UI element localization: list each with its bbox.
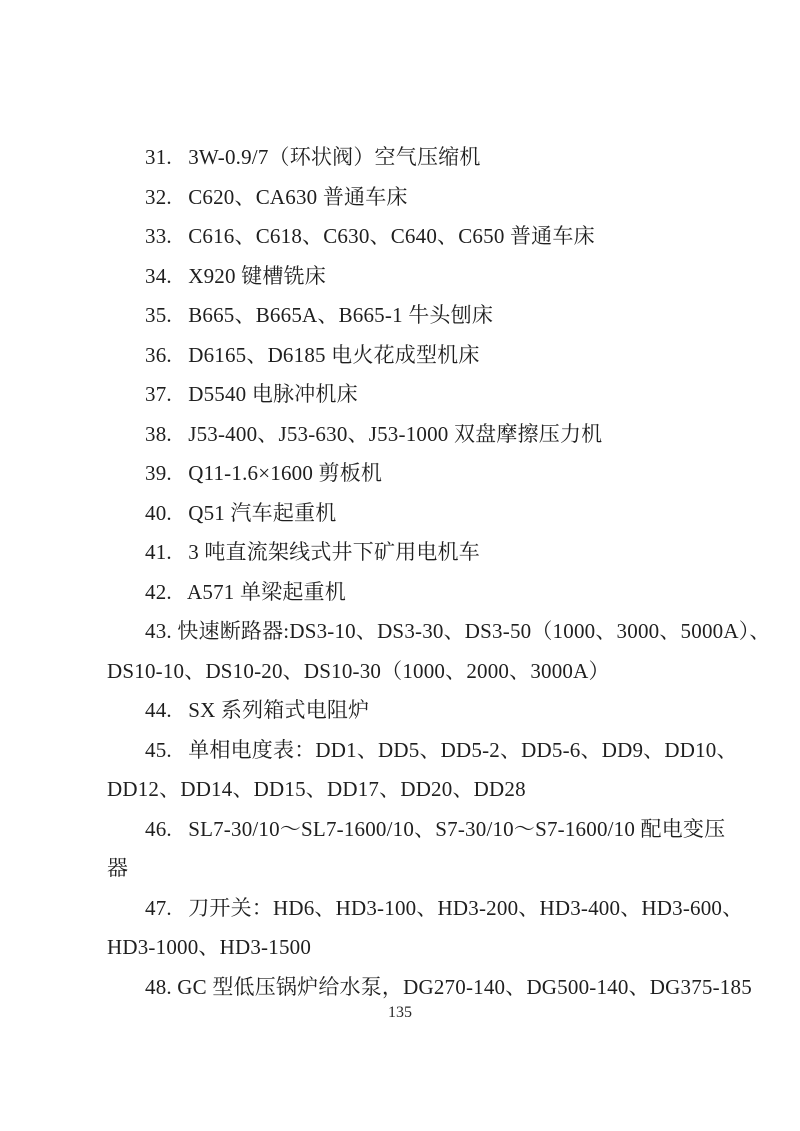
list-line: 36. D6165、D6185 电火花成型机床 [145,342,480,367]
equipment-list [107,138,771,1007]
list-line: 41. 3 吨直流架线式井下矿用电机车 [145,540,480,564]
list-line: 48. GC 型低压锅炉给水泵，DG270-140、DG500-140、DG375-185 [145,974,752,999]
list-line: 31. 3W-0.9/7（环状阀）空气压缩机 [145,145,481,169]
list-line: 器 [107,856,129,880]
page-number: 135 [388,1004,412,1021]
list-line: HD3-1000、HD3-1500 [107,935,312,959]
list-line: 39. Q11-1.6×1600 剪板机 [145,461,383,485]
list-line: 34. X920 键槽铣床 [145,263,326,288]
list-line: 47. 刀开关：HD6、HD3-100、HD3-200、HD3-400、HD3-600、 [145,895,744,920]
list-line: 33. C616、C618、C630、C640、C650 普通车床 [145,224,595,248]
list-line: DS10-10、DS10-20、DS10-30（1000、2000、3000A） [107,658,610,683]
list-line: 40. Q51 汽车起重机 [145,500,337,525]
list-line: 37. D5540 电脉冲机床 [145,382,358,406]
list-line: 44. SX 系列箱式电阻炉 [145,698,370,722]
list-line: 35. B665、B665A、B665-1 牛头刨床 [145,303,494,327]
list-line: DD12、DD14、DD15、DD17、DD20、DD28 [107,777,526,801]
list-line: 45. 单相电度表：DD1、DD5、DD5-2、DD5-6、DD9、DD10、 [145,737,738,762]
list-line: 38. J53-400、J53-630、J53-1000 双盘摩擦压力机 [145,421,603,446]
list-line: 46. SL7-30/10～SL7-1600/10、S7-30/10～S7-1600/10 配电变压 [145,816,726,841]
list-line: 32. C620、CA630 普通车床 [145,184,408,209]
list-line: 42. A571 单梁起重机 [145,579,346,604]
list-line: 43. 快速断路器:DS3-10、DS3-30、DS3-50（1000、3000、5000A）、 [145,619,771,643]
